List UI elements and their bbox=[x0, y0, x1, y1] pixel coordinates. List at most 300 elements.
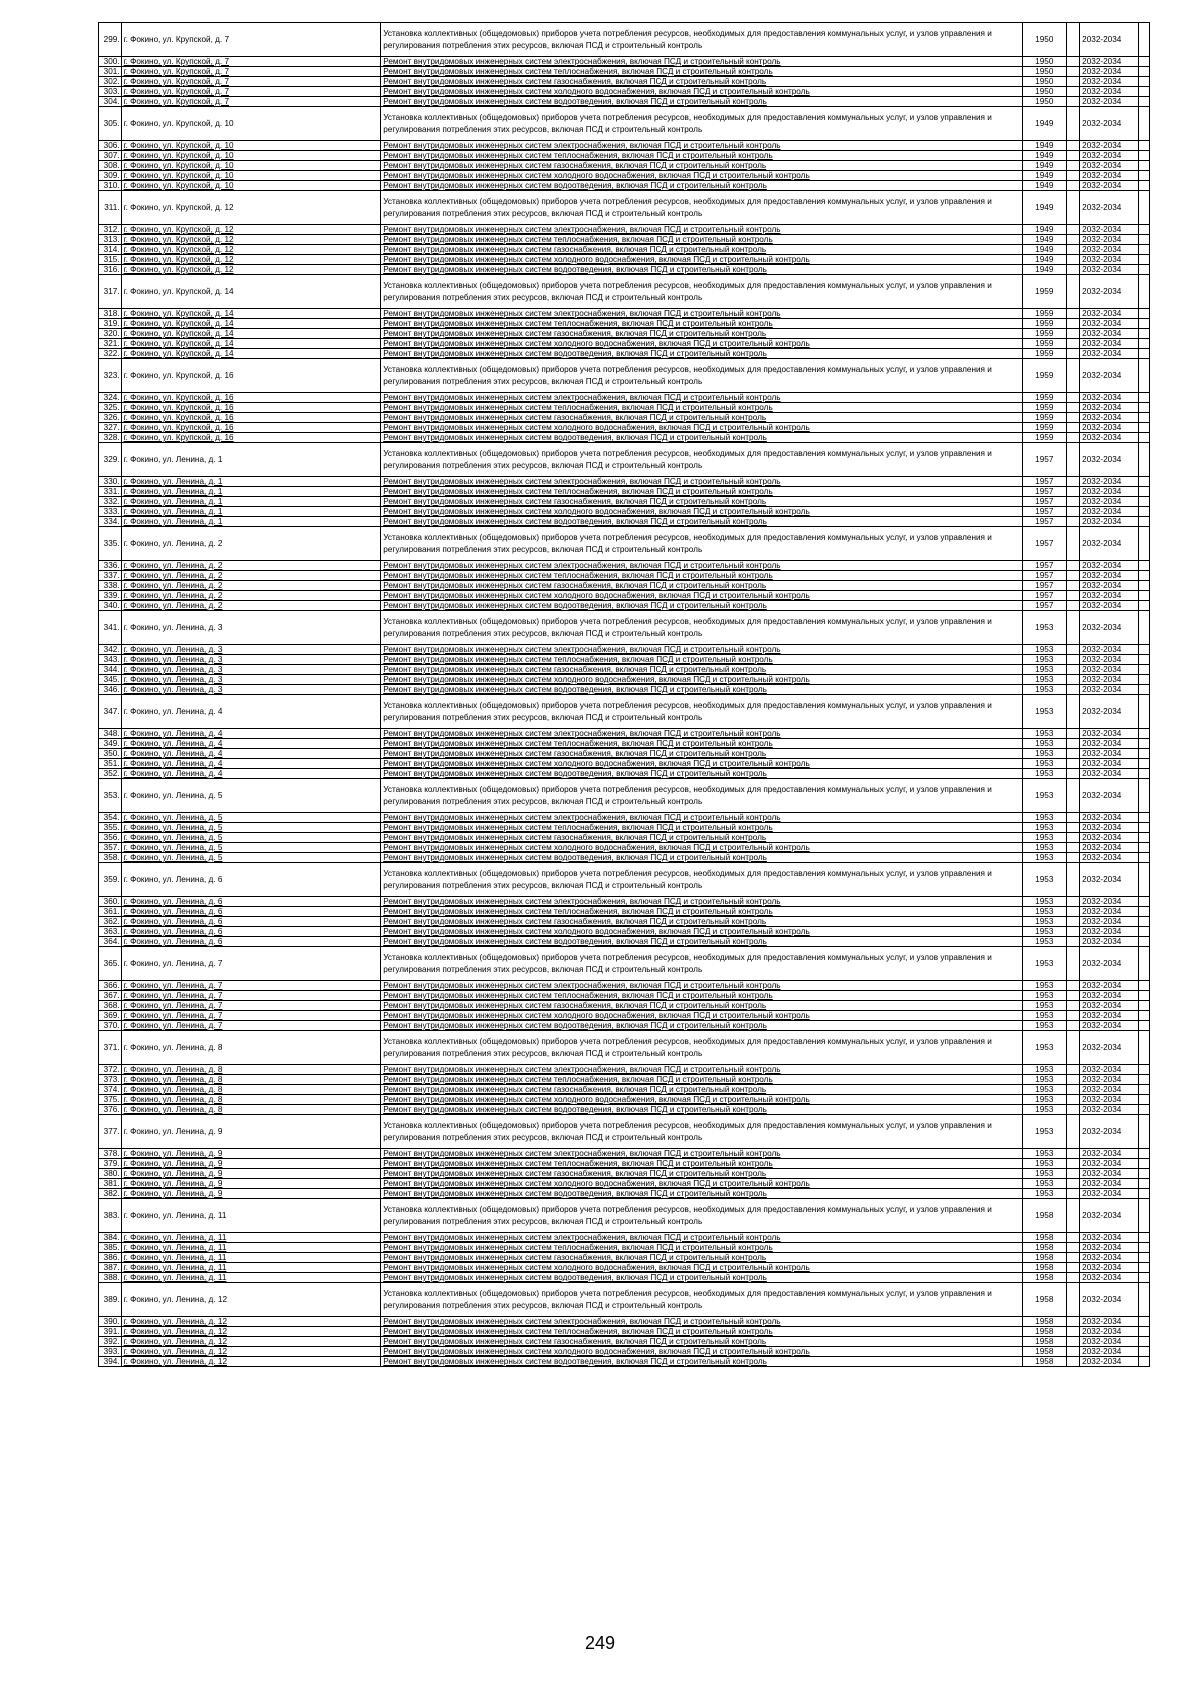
address-cell: г. Фокино, ул. Ленина, д. 1 bbox=[121, 497, 381, 507]
period-cell: 2032-2034 bbox=[1080, 141, 1139, 151]
work-type-cell: Ремонт внутридомовых инженерных систем теплоснабжения, включая ПСД и строительный контроль bbox=[381, 655, 1022, 665]
table-row bbox=[99, 853, 1150, 863]
period-cell: 2032-2034 bbox=[1080, 77, 1139, 87]
empty-cell bbox=[1066, 57, 1079, 67]
empty-cell bbox=[1066, 695, 1079, 729]
empty-cell bbox=[1066, 779, 1079, 813]
address-cell: г. Фокино, ул. Ленина, д. 4 bbox=[121, 695, 381, 729]
period-cell: 2032-2034 bbox=[1080, 433, 1139, 443]
period-cell: 2032-2034 bbox=[1080, 1189, 1139, 1199]
address-cell: г. Фокино, ул. Крупской, д. 16 bbox=[121, 413, 381, 423]
address-cell: г. Фокино, ул. Ленина, д. 7 bbox=[121, 991, 381, 1001]
build-year-cell: 1949 bbox=[1022, 225, 1066, 235]
build-year-cell: 1959 bbox=[1022, 319, 1066, 329]
address-cell: г. Фокино, ул. Ленина, д. 3 bbox=[121, 611, 381, 645]
empty-cell bbox=[1066, 981, 1079, 991]
work-type-cell: Ремонт внутридомовых инженерных систем холодного водоснабжения, включая ПСД и строительный контроль bbox=[381, 171, 1022, 181]
empty-cell bbox=[1066, 1189, 1079, 1199]
address-cell: г. Фокино, ул. Ленина, д. 11 bbox=[121, 1253, 381, 1263]
row-number-cell: 352. bbox=[99, 769, 122, 779]
table-row bbox=[99, 665, 1150, 675]
empty-cell bbox=[1138, 349, 1149, 359]
work-type-cell: Ремонт внутридомовых инженерных систем теплоснабжения, включая ПСД и строительный контроль bbox=[381, 235, 1022, 245]
build-year-cell: 1953 bbox=[1022, 897, 1066, 907]
address-cell: г. Фокино, ул. Крупской, д. 16 bbox=[121, 423, 381, 433]
row-number-cell: 366. bbox=[99, 981, 122, 991]
row-number-cell: 378. bbox=[99, 1149, 122, 1159]
table-row bbox=[99, 403, 1150, 413]
row-number-cell: 314. bbox=[99, 245, 122, 255]
row-number-cell: 380. bbox=[99, 1169, 122, 1179]
period-cell: 2032-2034 bbox=[1080, 265, 1139, 275]
work-type-cell: Ремонт внутридомовых инженерных систем электроснабжения, включая ПСД и строительный контроль bbox=[381, 813, 1022, 823]
build-year-cell: 1953 bbox=[1022, 823, 1066, 833]
period-cell: 2032-2034 bbox=[1080, 527, 1139, 561]
row-number-cell: 387. bbox=[99, 1263, 122, 1273]
address-cell: г. Фокино, ул. Ленина, д. 6 bbox=[121, 907, 381, 917]
period-cell: 2032-2034 bbox=[1080, 255, 1139, 265]
row-number-cell: 335. bbox=[99, 527, 122, 561]
build-year-cell: 1953 bbox=[1022, 779, 1066, 813]
build-year-cell: 1953 bbox=[1022, 1075, 1066, 1085]
build-year-cell: 1957 bbox=[1022, 477, 1066, 487]
works-table-body bbox=[99, 23, 1150, 1367]
row-number-cell: 333. bbox=[99, 507, 122, 517]
empty-cell bbox=[1138, 907, 1149, 917]
work-type-cell: Ремонт внутридомовых инженерных систем холодного водоснабжения, включая ПСД и строительный контроль bbox=[381, 507, 1022, 517]
empty-cell bbox=[1066, 77, 1079, 87]
build-year-cell: 1953 bbox=[1022, 991, 1066, 1001]
period-cell: 2032-2034 bbox=[1080, 571, 1139, 581]
row-number-cell: 341. bbox=[99, 611, 122, 645]
address-cell: г. Фокино, ул. Ленина, д. 5 bbox=[121, 823, 381, 833]
address-cell: г. Фокино, ул. Крупской, д. 10 bbox=[121, 107, 381, 141]
row-number-cell: 332. bbox=[99, 497, 122, 507]
row-number-cell: 326. bbox=[99, 413, 122, 423]
period-cell: 2032-2034 bbox=[1080, 1199, 1139, 1233]
empty-cell bbox=[1138, 1233, 1149, 1243]
build-year-cell: 1958 bbox=[1022, 1317, 1066, 1327]
build-year-cell: 1958 bbox=[1022, 1283, 1066, 1317]
empty-cell bbox=[1138, 1075, 1149, 1085]
work-type-cell: Ремонт внутридомовых инженерных систем газоснабжения, включая ПСД и строительный контроль bbox=[381, 245, 1022, 255]
table-row bbox=[99, 843, 1150, 853]
empty-cell bbox=[1066, 265, 1079, 275]
table-row bbox=[99, 611, 1150, 645]
period-cell: 2032-2034 bbox=[1080, 1085, 1139, 1095]
empty-cell bbox=[1066, 1011, 1079, 1021]
empty-cell bbox=[1138, 1253, 1149, 1263]
period-cell: 2032-2034 bbox=[1080, 853, 1139, 863]
table-row bbox=[99, 1149, 1150, 1159]
period-cell: 2032-2034 bbox=[1080, 1031, 1139, 1065]
table-row bbox=[99, 927, 1150, 937]
period-cell: 2032-2034 bbox=[1080, 739, 1139, 749]
build-year-cell: 1958 bbox=[1022, 1273, 1066, 1283]
row-number-cell: 348. bbox=[99, 729, 122, 739]
empty-cell bbox=[1066, 67, 1079, 77]
period-cell: 2032-2034 bbox=[1080, 1347, 1139, 1357]
row-number-cell: 330. bbox=[99, 477, 122, 487]
row-number-cell: 373. bbox=[99, 1075, 122, 1085]
period-cell: 2032-2034 bbox=[1080, 245, 1139, 255]
address-cell: г. Фокино, ул. Крупской, д. 12 bbox=[121, 255, 381, 265]
empty-cell bbox=[1138, 1021, 1149, 1031]
work-type-cell: Ремонт внутридомовых инженерных систем теплоснабжения, включая ПСД и строительный контроль bbox=[381, 67, 1022, 77]
table-row bbox=[99, 1065, 1150, 1075]
address-cell: г. Фокино, ул. Ленина, д. 4 bbox=[121, 759, 381, 769]
build-year-cell: 1957 bbox=[1022, 561, 1066, 571]
work-type-cell: Ремонт внутридомовых инженерных систем электроснабжения, включая ПСД и строительный контроль bbox=[381, 225, 1022, 235]
table-row bbox=[99, 561, 1150, 571]
row-number-cell: 358. bbox=[99, 853, 122, 863]
empty-cell bbox=[1066, 339, 1079, 349]
empty-cell bbox=[1138, 403, 1149, 413]
period-cell: 2032-2034 bbox=[1080, 225, 1139, 235]
empty-cell bbox=[1138, 1011, 1149, 1021]
work-type-cell: Установка коллективных (общедомовых) приборов учета потребления ресурсов, необходимых для предоставления коммунальных услуг, и узлов управления и регулирования потребления этих ресурсов, включая ПСД и строительный контроль bbox=[381, 23, 1022, 57]
work-type-cell: Ремонт внутридомовых инженерных систем газоснабжения, включая ПСД и строительный контроль bbox=[381, 917, 1022, 927]
address-cell: г. Фокино, ул. Ленина, д. 8 bbox=[121, 1065, 381, 1075]
address-cell: г. Фокино, ул. Ленина, д. 2 bbox=[121, 601, 381, 611]
build-year-cell: 1958 bbox=[1022, 1263, 1066, 1273]
empty-cell bbox=[1066, 863, 1079, 897]
empty-cell bbox=[1066, 1031, 1079, 1065]
work-type-cell: Ремонт внутридомовых инженерных систем холодного водоснабжения, включая ПСД и строительный контроль bbox=[381, 423, 1022, 433]
empty-cell bbox=[1138, 833, 1149, 843]
period-cell: 2032-2034 bbox=[1080, 507, 1139, 517]
empty-cell bbox=[1066, 1149, 1079, 1159]
period-cell: 2032-2034 bbox=[1080, 863, 1139, 897]
row-number-cell: 384. bbox=[99, 1233, 122, 1243]
build-year-cell: 1953 bbox=[1022, 843, 1066, 853]
work-type-cell: Ремонт внутридомовых инженерных систем водоотведения, включая ПСД и строительный контроль bbox=[381, 1021, 1022, 1031]
address-cell: г. Фокино, ул. Крупской, д. 7 bbox=[121, 23, 381, 57]
period-cell: 2032-2034 bbox=[1080, 1021, 1139, 1031]
build-year-cell: 1950 bbox=[1022, 97, 1066, 107]
period-cell: 2032-2034 bbox=[1080, 1149, 1139, 1159]
empty-cell bbox=[1066, 907, 1079, 917]
period-cell: 2032-2034 bbox=[1080, 1095, 1139, 1105]
table-row bbox=[99, 265, 1150, 275]
address-cell: г. Фокино, ул. Ленина, д. 11 bbox=[121, 1199, 381, 1233]
work-type-cell: Ремонт внутридомовых инженерных систем газоснабжения, включая ПСД и строительный контроль bbox=[381, 413, 1022, 423]
work-type-cell: Ремонт внутридомовых инженерных систем водоотведения, включая ПСД и строительный контроль bbox=[381, 685, 1022, 695]
empty-cell bbox=[1138, 813, 1149, 823]
work-type-cell: Ремонт внутридомовых инженерных систем водоотведения, включая ПСД и строительный контроль bbox=[381, 853, 1022, 863]
period-cell: 2032-2034 bbox=[1080, 1001, 1139, 1011]
period-cell: 2032-2034 bbox=[1080, 1253, 1139, 1263]
empty-cell bbox=[1066, 655, 1079, 665]
work-type-cell: Ремонт внутридомовых инженерных систем газоснабжения, включая ПСД и строительный контроль bbox=[381, 497, 1022, 507]
build-year-cell: 1958 bbox=[1022, 1199, 1066, 1233]
address-cell: г. Фокино, ул. Крупской, д. 14 bbox=[121, 349, 381, 359]
build-year-cell: 1949 bbox=[1022, 265, 1066, 275]
empty-cell bbox=[1138, 571, 1149, 581]
empty-cell bbox=[1138, 591, 1149, 601]
row-number-cell: 370. bbox=[99, 1021, 122, 1031]
work-type-cell: Ремонт внутридомовых инженерных систем холодного водоснабжения, включая ПСД и строительный контроль bbox=[381, 759, 1022, 769]
work-type-cell: Установка коллективных (общедомовых) приборов учета потребления ресурсов, необходимых для предоставления коммунальных услуг, и узлов управления и регулирования потребления этих ресурсов, включая ПСД и строительный контроль bbox=[381, 1283, 1022, 1317]
build-year-cell: 1949 bbox=[1022, 245, 1066, 255]
empty-cell bbox=[1138, 1169, 1149, 1179]
empty-cell bbox=[1138, 23, 1149, 57]
build-year-cell: 1953 bbox=[1022, 1115, 1066, 1149]
empty-cell bbox=[1138, 991, 1149, 1001]
row-number-cell: 394. bbox=[99, 1357, 122, 1367]
build-year-cell: 1953 bbox=[1022, 665, 1066, 675]
address-cell: г. Фокино, ул. Ленина, д. 6 bbox=[121, 897, 381, 907]
empty-cell bbox=[1066, 853, 1079, 863]
address-cell: г. Фокино, ул. Крупской, д. 14 bbox=[121, 339, 381, 349]
row-number-cell: 386. bbox=[99, 1253, 122, 1263]
row-number-cell: 312. bbox=[99, 225, 122, 235]
address-cell: г. Фокино, ул. Ленина, д. 9 bbox=[121, 1115, 381, 1149]
period-cell: 2032-2034 bbox=[1080, 87, 1139, 97]
period-cell: 2032-2034 bbox=[1080, 823, 1139, 833]
build-year-cell: 1953 bbox=[1022, 1031, 1066, 1065]
empty-cell bbox=[1066, 749, 1079, 759]
empty-cell bbox=[1138, 423, 1149, 433]
build-year-cell: 1949 bbox=[1022, 151, 1066, 161]
empty-cell bbox=[1138, 1317, 1149, 1327]
table-row bbox=[99, 1085, 1150, 1095]
table-row bbox=[99, 235, 1150, 245]
build-year-cell: 1950 bbox=[1022, 77, 1066, 87]
table-row bbox=[99, 1169, 1150, 1179]
empty-cell bbox=[1138, 235, 1149, 245]
empty-cell bbox=[1138, 937, 1149, 947]
empty-cell bbox=[1138, 927, 1149, 937]
row-number-cell: 339. bbox=[99, 591, 122, 601]
work-type-cell: Ремонт внутридомовых инженерных систем газоснабжения, включая ПСД и строительный контроль bbox=[381, 833, 1022, 843]
period-cell: 2032-2034 bbox=[1080, 413, 1139, 423]
build-year-cell: 1959 bbox=[1022, 423, 1066, 433]
empty-cell bbox=[1066, 897, 1079, 907]
address-cell: г. Фокино, ул. Крупской, д. 12 bbox=[121, 235, 381, 245]
empty-cell bbox=[1066, 645, 1079, 655]
row-number-cell: 376. bbox=[99, 1105, 122, 1115]
row-number-cell: 359. bbox=[99, 863, 122, 897]
row-number-cell: 331. bbox=[99, 487, 122, 497]
address-cell: г. Фокино, ул. Крупской, д. 16 bbox=[121, 433, 381, 443]
row-number-cell: 357. bbox=[99, 843, 122, 853]
address-cell: г. Фокино, ул. Ленина, д. 1 bbox=[121, 517, 381, 527]
row-number-cell: 310. bbox=[99, 181, 122, 191]
empty-cell bbox=[1138, 947, 1149, 981]
address-cell: г. Фокино, ул. Ленина, д. 5 bbox=[121, 779, 381, 813]
period-cell: 2032-2034 bbox=[1080, 1115, 1139, 1149]
empty-cell bbox=[1066, 275, 1079, 309]
row-number-cell: 309. bbox=[99, 171, 122, 181]
work-type-cell: Ремонт внутридомовых инженерных систем холодного водоснабжения, включая ПСД и строительный контроль bbox=[381, 1263, 1022, 1273]
works-table-container bbox=[98, 22, 1150, 1367]
empty-cell bbox=[1138, 853, 1149, 863]
empty-cell bbox=[1066, 403, 1079, 413]
empty-cell bbox=[1066, 1337, 1079, 1347]
build-year-cell: 1949 bbox=[1022, 191, 1066, 225]
empty-cell bbox=[1066, 87, 1079, 97]
empty-cell bbox=[1138, 1189, 1149, 1199]
table-row bbox=[99, 433, 1150, 443]
address-cell: г. Фокино, ул. Крупской, д. 12 bbox=[121, 245, 381, 255]
build-year-cell: 1953 bbox=[1022, 655, 1066, 665]
build-year-cell: 1949 bbox=[1022, 171, 1066, 181]
work-type-cell: Ремонт внутридомовых инженерных систем электроснабжения, включая ПСД и строительный контроль bbox=[381, 309, 1022, 319]
period-cell: 2032-2034 bbox=[1080, 1317, 1139, 1327]
period-cell: 2032-2034 bbox=[1080, 349, 1139, 359]
table-row bbox=[99, 1189, 1150, 1199]
build-year-cell: 1957 bbox=[1022, 581, 1066, 591]
row-number-cell: 390. bbox=[99, 1317, 122, 1327]
empty-cell bbox=[1066, 487, 1079, 497]
empty-cell bbox=[1138, 433, 1149, 443]
table-row bbox=[99, 527, 1150, 561]
work-type-cell: Ремонт внутридомовых инженерных систем электроснабжения, включая ПСД и строительный контроль bbox=[381, 477, 1022, 487]
row-number-cell: 327. bbox=[99, 423, 122, 433]
work-type-cell: Ремонт внутридомовых инженерных систем электроснабжения, включая ПСД и строительный контроль bbox=[381, 729, 1022, 739]
address-cell: г. Фокино, ул. Крупской, д. 16 bbox=[121, 359, 381, 393]
row-number-cell: 311. bbox=[99, 191, 122, 225]
build-year-cell: 1953 bbox=[1022, 907, 1066, 917]
empty-cell bbox=[1138, 1179, 1149, 1189]
build-year-cell: 1953 bbox=[1022, 1159, 1066, 1169]
work-type-cell: Установка коллективных (общедомовых) приборов учета потребления ресурсов, необходимых для предоставления коммунальных услуг, и узлов управления и регулирования потребления этих ресурсов, включая ПСД и строительный контроль bbox=[381, 359, 1022, 393]
period-cell: 2032-2034 bbox=[1080, 1263, 1139, 1273]
empty-cell bbox=[1138, 1357, 1149, 1367]
period-cell: 2032-2034 bbox=[1080, 1169, 1139, 1179]
work-type-cell: Ремонт внутридомовых инженерных систем газоснабжения, включая ПСД и строительный контроль bbox=[381, 329, 1022, 339]
work-type-cell: Установка коллективных (общедомовых) приборов учета потребления ресурсов, необходимых для предоставления коммунальных услуг, и узлов управления и регулирования потребления этих ресурсов, включая ПСД и строительный контроль bbox=[381, 443, 1022, 477]
period-cell: 2032-2034 bbox=[1080, 487, 1139, 497]
empty-cell bbox=[1066, 917, 1079, 927]
row-number-cell: 385. bbox=[99, 1243, 122, 1253]
build-year-cell: 1957 bbox=[1022, 443, 1066, 477]
build-year-cell: 1953 bbox=[1022, 729, 1066, 739]
build-year-cell: 1958 bbox=[1022, 1327, 1066, 1337]
build-year-cell: 1957 bbox=[1022, 507, 1066, 517]
row-number-cell: 349. bbox=[99, 739, 122, 749]
period-cell: 2032-2034 bbox=[1080, 675, 1139, 685]
empty-cell bbox=[1138, 97, 1149, 107]
work-type-cell: Ремонт внутридомовых инженерных систем теплоснабжения, включая ПСД и строительный контроль bbox=[381, 319, 1022, 329]
address-cell: г. Фокино, ул. Ленина, д. 11 bbox=[121, 1273, 381, 1283]
empty-cell bbox=[1138, 917, 1149, 927]
address-cell: г. Фокино, ул. Ленина, д. 11 bbox=[121, 1243, 381, 1253]
empty-cell bbox=[1066, 611, 1079, 645]
build-year-cell: 1957 bbox=[1022, 497, 1066, 507]
build-year-cell: 1953 bbox=[1022, 769, 1066, 779]
table-row bbox=[99, 695, 1150, 729]
empty-cell bbox=[1066, 245, 1079, 255]
address-cell: г. Фокино, ул. Ленина, д. 8 bbox=[121, 1105, 381, 1115]
table-row bbox=[99, 319, 1150, 329]
address-cell: г. Фокино, ул. Ленина, д. 4 bbox=[121, 769, 381, 779]
empty-cell bbox=[1138, 601, 1149, 611]
empty-cell bbox=[1066, 581, 1079, 591]
work-type-cell: Ремонт внутридомовых инженерных систем холодного водоснабжения, включая ПСД и строительный контроль bbox=[381, 87, 1022, 97]
empty-cell bbox=[1138, 171, 1149, 181]
row-number-cell: 303. bbox=[99, 87, 122, 97]
empty-cell bbox=[1138, 1273, 1149, 1283]
empty-cell bbox=[1138, 339, 1149, 349]
period-cell: 2032-2034 bbox=[1080, 685, 1139, 695]
build-year-cell: 1957 bbox=[1022, 591, 1066, 601]
table-row bbox=[99, 591, 1150, 601]
period-cell: 2032-2034 bbox=[1080, 275, 1139, 309]
table-row bbox=[99, 739, 1150, 749]
work-type-cell: Ремонт внутридомовых инженерных систем холодного водоснабжения, включая ПСД и строительный контроль bbox=[381, 255, 1022, 265]
empty-cell bbox=[1138, 359, 1149, 393]
build-year-cell: 1959 bbox=[1022, 329, 1066, 339]
period-cell: 2032-2034 bbox=[1080, 191, 1139, 225]
empty-cell bbox=[1066, 591, 1079, 601]
empty-cell bbox=[1138, 749, 1149, 759]
table-row bbox=[99, 1337, 1150, 1347]
row-number-cell: 344. bbox=[99, 665, 122, 675]
address-cell: г. Фокино, ул. Ленина, д. 9 bbox=[121, 1189, 381, 1199]
build-year-cell: 1953 bbox=[1022, 863, 1066, 897]
period-cell: 2032-2034 bbox=[1080, 23, 1139, 57]
work-type-cell: Ремонт внутридомовых инженерных систем электроснабжения, включая ПСД и строительный контроль bbox=[381, 141, 1022, 151]
row-number-cell: 363. bbox=[99, 927, 122, 937]
build-year-cell: 1957 bbox=[1022, 527, 1066, 561]
empty-cell bbox=[1066, 1233, 1079, 1243]
empty-cell bbox=[1138, 1337, 1149, 1347]
empty-cell bbox=[1138, 675, 1149, 685]
work-type-cell: Ремонт внутридомовых инженерных систем газоснабжения, включая ПСД и строительный контроль bbox=[381, 77, 1022, 87]
empty-cell bbox=[1066, 235, 1079, 245]
build-year-cell: 1953 bbox=[1022, 1149, 1066, 1159]
build-year-cell: 1953 bbox=[1022, 1095, 1066, 1105]
period-cell: 2032-2034 bbox=[1080, 729, 1139, 739]
period-cell: 2032-2034 bbox=[1080, 329, 1139, 339]
empty-cell bbox=[1138, 443, 1149, 477]
table-row bbox=[99, 97, 1150, 107]
address-cell: г. Фокино, ул. Ленина, д. 3 bbox=[121, 645, 381, 655]
build-year-cell: 1949 bbox=[1022, 235, 1066, 245]
empty-cell bbox=[1138, 245, 1149, 255]
build-year-cell: 1949 bbox=[1022, 255, 1066, 265]
table-row bbox=[99, 477, 1150, 487]
row-number-cell: 392. bbox=[99, 1337, 122, 1347]
build-year-cell: 1953 bbox=[1022, 749, 1066, 759]
period-cell: 2032-2034 bbox=[1080, 749, 1139, 759]
works-table bbox=[98, 22, 1150, 1367]
table-row bbox=[99, 1159, 1150, 1169]
build-year-cell: 1953 bbox=[1022, 759, 1066, 769]
empty-cell bbox=[1066, 813, 1079, 823]
build-year-cell: 1953 bbox=[1022, 1105, 1066, 1115]
period-cell: 2032-2034 bbox=[1080, 1357, 1139, 1367]
empty-cell bbox=[1138, 275, 1149, 309]
address-cell: г. Фокино, ул. Ленина, д. 9 bbox=[121, 1169, 381, 1179]
empty-cell bbox=[1138, 319, 1149, 329]
period-cell: 2032-2034 bbox=[1080, 443, 1139, 477]
build-year-cell: 1957 bbox=[1022, 517, 1066, 527]
table-row bbox=[99, 517, 1150, 527]
work-type-cell: Установка коллективных (общедомовых) приборов учета потребления ресурсов, необходимых для предоставления коммунальных услуг, и узлов управления и регулирования потребления этих ресурсов, включая ПСД и строительный контроль bbox=[381, 1115, 1022, 1149]
table-row bbox=[99, 275, 1150, 309]
row-number-cell: 316. bbox=[99, 265, 122, 275]
period-cell: 2032-2034 bbox=[1080, 655, 1139, 665]
build-year-cell: 1953 bbox=[1022, 833, 1066, 843]
address-cell: г. Фокино, ул. Крупской, д. 16 bbox=[121, 403, 381, 413]
empty-cell bbox=[1066, 1263, 1079, 1273]
empty-cell bbox=[1066, 1273, 1079, 1283]
build-year-cell: 1950 bbox=[1022, 23, 1066, 57]
row-number-cell: 305. bbox=[99, 107, 122, 141]
